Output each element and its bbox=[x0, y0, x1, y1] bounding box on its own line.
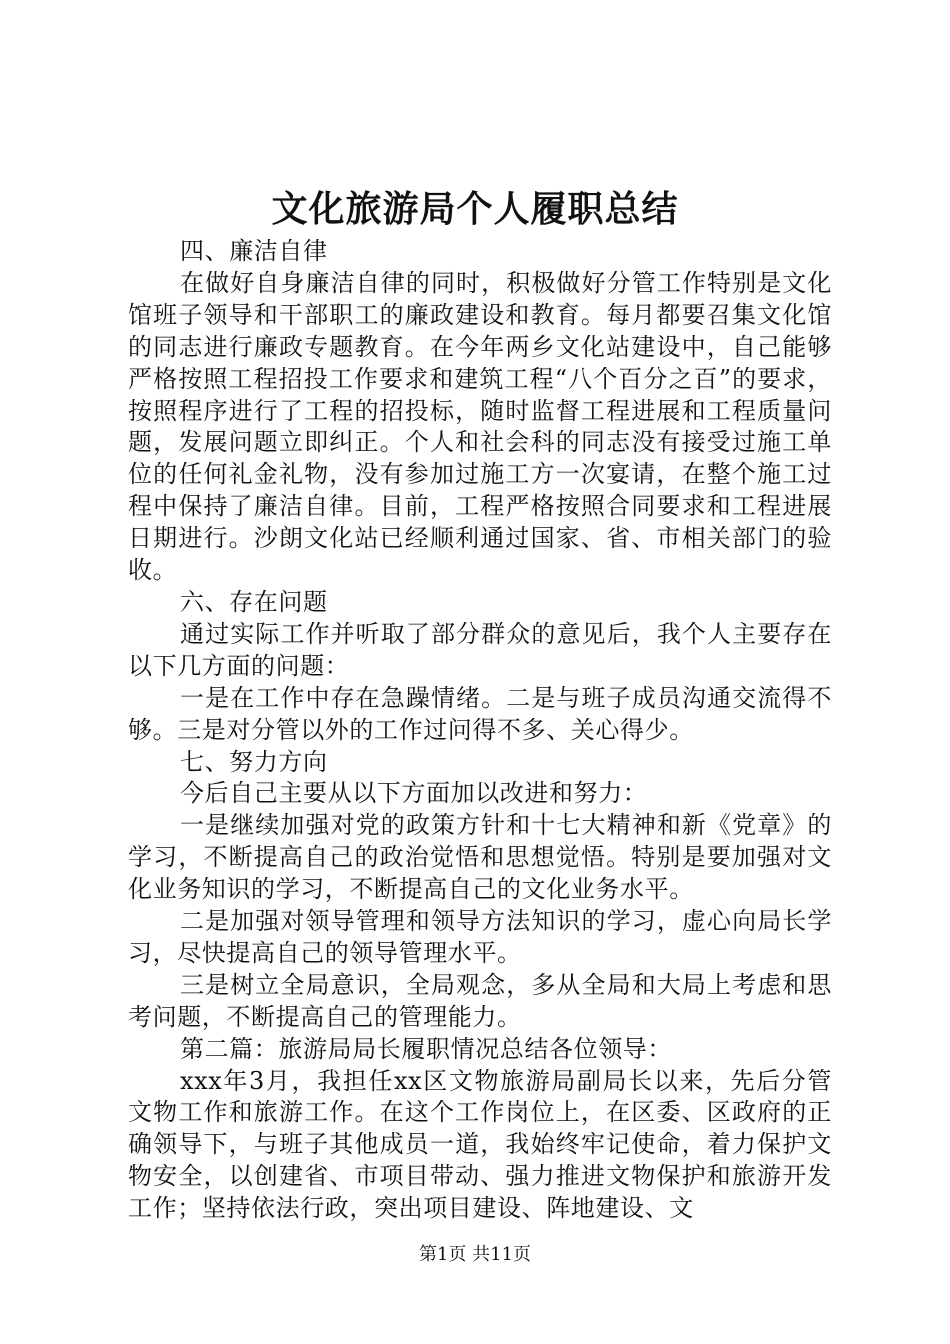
section-heading-problems: 六、存在问题 bbox=[180, 587, 328, 616]
document-body bbox=[128, 236, 832, 1225]
section-heading-part-two: 第二篇：旅游局局长履职情况总结各位领导： bbox=[180, 1034, 672, 1063]
paragraph-direction-intro: 今后自己主要从以下方面加以改进和努力： bbox=[180, 779, 648, 808]
paragraph-problems-intro: 通过实际工作并听取了部分群众的意见后，我个人主要存在以下几方面的问题： bbox=[128, 619, 832, 680]
paragraph-direction-one: 一是继续加强对党的政策方针和十七大精神和新《党章》的学习，不断提高自己的政治觉悟和思想觉悟。特别是要加强对文化业务知识的学习，不断提高自己的文化业务水平。 bbox=[128, 811, 832, 904]
paragraph-part-two-body: xxx年3月，我担任xx区文物旅游局副局长以来，先后分管文物工作和旅游工作。在这个工作岗位上，在区委、区政府的正确领导下，与班子其他成员一道，我始终牢记使命，着力保护文物安全，以创建省、市项目带动、强力推进文物保护和旅游开发工作；坚持依法行政，突出项目建设、阵地建设、文 bbox=[128, 1066, 832, 1223]
page-number-footer: 第1页 共11页 bbox=[418, 1244, 532, 1265]
paragraph-problems-list: 一是在工作中存在急躁情绪。二是与班子成员沟通交流得不够。三是对分管以外的工作过问得不多、关心得少。 bbox=[128, 683, 832, 744]
paragraph-direction-three: 三是树立全局意识，全局观念，多从全局和大局上考虑和思考问题，不断提高自己的管理能力。 bbox=[128, 970, 832, 1031]
paragraph-direction-two: 二是加强对领导管理和领导方法知识的学习，虚心向局长学习，尽快提高自己的领导管理水平。 bbox=[128, 907, 832, 967]
paragraph-integrity-details: 在做好自身廉洁自律的同时，积极做好分管工作特别是文化馆班子领导和干部职工的廉政建设和教育。每月都要召集文化馆的同志进行廉政专题教育。在今年两乡文化站建设中，自己能够严格按照工程招投工作要求和建筑工程“八个百分之百”的要求，按照程序进行了工程的招投标，随时监督工程进展和工程质量问题，发展问题立即纠正。个人和社会科的同志没有接受过施工单位的任何礼金礼物，没有参加过施工方一次宴请，在整个施工过程中保持了廉洁自律。目前，工程严格按照合同要求和工程进展日期进行。沙朗文化站已经顺利通过国家、省、市相关部门的验收。 bbox=[128, 268, 832, 585]
document-title: 文化旅游局个人履职总结 bbox=[271, 188, 679, 230]
section-heading-integrity: 四、廉洁自律 bbox=[180, 237, 328, 265]
section-heading-direction: 七、努力方向 bbox=[180, 747, 328, 776]
